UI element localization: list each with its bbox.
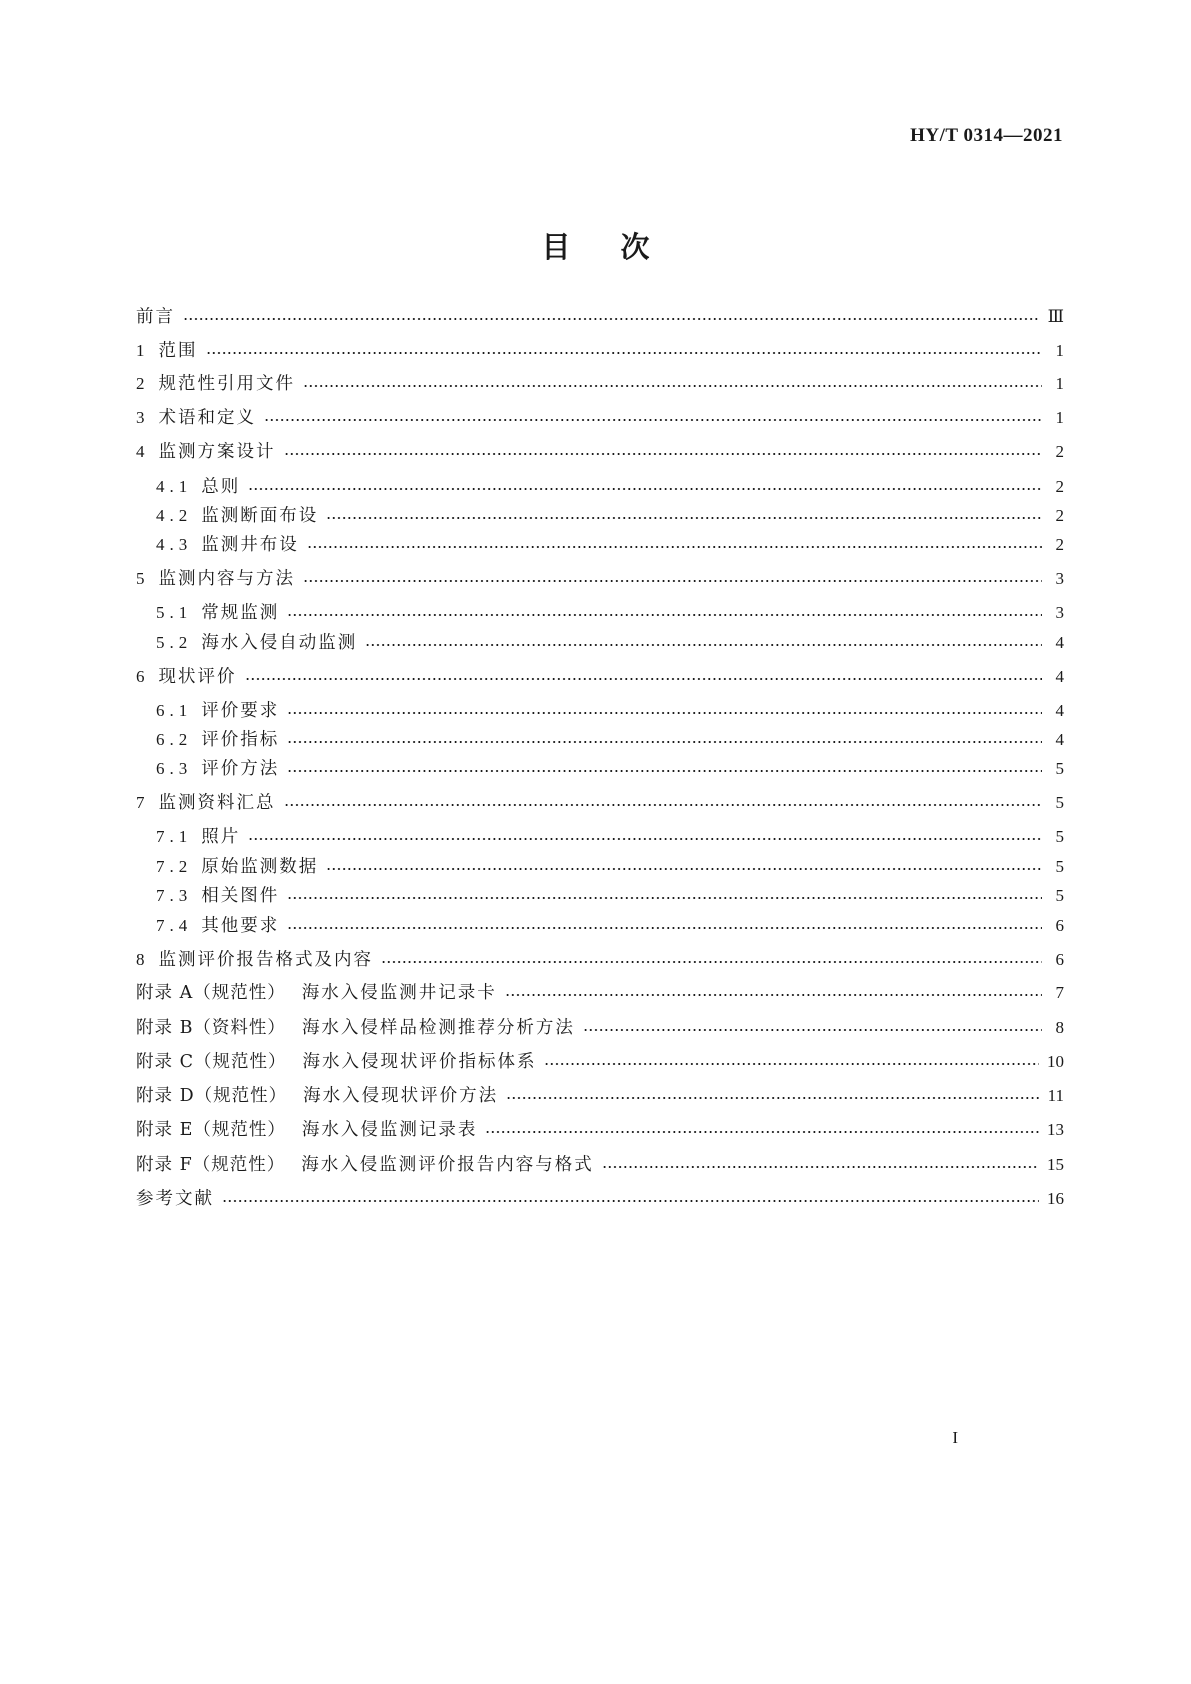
toc-entry-appendix-label: 附录 F（规范性） (136, 1155, 286, 1175)
toc-entry[interactable] (136, 1186, 1064, 1212)
toc-leader-dots (485, 1130, 1039, 1134)
toc-leader-dots (602, 1165, 1039, 1169)
toc-entry-title: 监测方案设计 (158, 442, 276, 462)
toc-entry-title: 评价指标 (201, 730, 280, 750)
toc-entry-title: 海水入侵自动监测 (201, 633, 358, 653)
toc-entry-page: 5 (1055, 827, 1064, 846)
toc-entry[interactable] (136, 790, 1064, 816)
toc-entry[interactable] (156, 532, 1064, 558)
toc-entry-page: 5 (1055, 793, 1064, 812)
toc-entry[interactable] (136, 1015, 1064, 1041)
toc-entry-title: 常规监测 (201, 603, 280, 623)
toc-leader-dots (284, 452, 1043, 456)
toc-entry[interactable] (156, 474, 1064, 500)
toc-entry-page: 15 (1047, 1155, 1064, 1174)
toc-entry-title: 监测资料汇总 (158, 793, 276, 813)
toc-entry[interactable] (136, 338, 1064, 364)
toc-entry[interactable] (156, 698, 1064, 724)
toc-leader-dots (506, 1096, 1040, 1100)
toc-entry-title: 其他要求 (201, 916, 280, 936)
toc-entry-number: 4.3 (156, 535, 193, 554)
toc-entry-number: 6.1 (156, 701, 193, 720)
toc-entry-page: 5 (1055, 857, 1064, 876)
toc-entry[interactable] (136, 371, 1064, 397)
toc-entry-page: 5 (1055, 759, 1064, 778)
toc-entry-number: 3 (136, 408, 150, 427)
toc-entry-number: 5.2 (156, 633, 193, 652)
toc-entry-page: 1 (1055, 408, 1064, 427)
toc-entry-title: 海水入侵监测评价报告内容与格式 (301, 1155, 594, 1175)
toc-leader-dots (326, 867, 1042, 871)
toc-entry-appendix-label: 附录 D（规范性） (136, 1086, 288, 1106)
toc-entry-title: 海水入侵现状评价指标体系 (302, 1052, 537, 1072)
toc-leader-dots (248, 487, 1042, 491)
toc-leader-dots (245, 677, 1043, 681)
toc-entry-page: 1 (1055, 374, 1064, 393)
toc-entry-page: 10 (1047, 1052, 1064, 1071)
toc-entry-title: 范围 (158, 341, 198, 361)
toc-entry-appendix-label: 附录 A（规范性） (136, 983, 286, 1003)
toc-entry-number: 6.2 (156, 730, 193, 749)
standard-code: HY/T 0314—2021 (910, 125, 1063, 146)
toc-entry[interactable] (156, 913, 1064, 939)
toc-entry-page: 6 (1055, 916, 1064, 935)
toc-entry-number: 7.2 (156, 857, 193, 876)
toc-entry[interactable] (136, 304, 1064, 330)
toc-entry-page: 16 (1047, 1189, 1064, 1208)
toc-leader-dots (544, 1062, 1039, 1066)
toc-leader-dots (284, 803, 1043, 807)
toc-entry[interactable] (156, 503, 1064, 529)
toc-entry-title: 前言 (136, 307, 175, 327)
toc-leader-dots (583, 1028, 1042, 1032)
toc-entry-title: 监测断面布设 (201, 506, 319, 526)
toc-entry-number: 7.4 (156, 916, 193, 935)
toc-entry-number: 4.2 (156, 506, 193, 525)
toc-entry-appendix-label: 附录 E（规范性） (136, 1120, 286, 1140)
toc-entry[interactable] (136, 1152, 1064, 1178)
toc-entry-number: 8 (136, 950, 150, 969)
toc-leader-dots (303, 384, 1042, 388)
toc-leader-dots (206, 351, 1043, 355)
toc-entry-title: 术语和定义 (158, 408, 256, 428)
toc-entry-page: 4 (1055, 730, 1064, 749)
toc-entry-appendix-label: 附录 B（资料性） (136, 1018, 286, 1038)
toc-entry-number: 7.3 (156, 886, 193, 905)
toc-entry[interactable] (136, 1083, 1064, 1109)
toc-entry-title: 监测井布设 (201, 535, 299, 555)
toc-entry-page: 1 (1055, 341, 1064, 360)
toc-leader-dots (264, 418, 1042, 422)
toc-entry-title: 海水入侵现状评价方法 (303, 1086, 499, 1106)
toc-entry-page: 2 (1055, 535, 1064, 554)
toc-entry-page: 13 (1047, 1120, 1064, 1139)
toc-entry-title: 评价要求 (201, 701, 280, 721)
toc-entry-page: 11 (1047, 1086, 1064, 1105)
toc-entry[interactable] (136, 566, 1064, 592)
toc-leader-dots (287, 769, 1042, 773)
toc-entry[interactable] (156, 756, 1064, 782)
toc-leader-dots (505, 993, 1042, 997)
toc-leader-dots (222, 1199, 1039, 1203)
toc-entry-title: 原始监测数据 (201, 857, 319, 877)
toc-entry[interactable] (136, 947, 1064, 973)
toc-leader-dots (381, 960, 1042, 964)
toc-entry-title: 海水入侵监测井记录卡 (301, 983, 497, 1003)
toc-leader-dots (248, 837, 1042, 841)
toc-leader-dots (183, 317, 1040, 321)
page-number: I (952, 1428, 958, 1447)
toc-entry[interactable] (136, 1117, 1064, 1143)
toc-entry[interactable] (136, 980, 1064, 1006)
toc-entry-number: 7.1 (156, 827, 193, 846)
toc-entry[interactable] (136, 664, 1064, 690)
toc-leader-dots (287, 711, 1042, 715)
toc-leader-dots (365, 643, 1042, 647)
toc-entry-page: 7 (1055, 983, 1064, 1002)
toc-entry-title: 照片 (201, 827, 241, 847)
toc-entry-page: 4 (1055, 633, 1064, 652)
toc-entry-title: 规范性引用文件 (158, 374, 295, 394)
toc-entry-page: 6 (1055, 950, 1064, 969)
toc-entry-number: 5.1 (156, 603, 193, 622)
toc-leader-dots (303, 579, 1042, 583)
toc-entry-page: 2 (1055, 442, 1064, 461)
toc-entry-page: 2 (1055, 506, 1064, 525)
toc-leader-dots (287, 896, 1042, 900)
toc-entry-page: 2 (1055, 477, 1064, 496)
toc-entry[interactable] (136, 439, 1064, 465)
toc-entry-appendix-label: 附录 C（规范性） (136, 1052, 287, 1072)
toc-entry-number: 5 (136, 569, 150, 588)
toc-entry-title: 海水入侵监测记录表 (301, 1120, 478, 1140)
toc-entry-page: 5 (1055, 886, 1064, 905)
toc-leader-dots (287, 926, 1042, 930)
toc-entry-number: 2 (136, 374, 150, 393)
toc-entry-number: 6 (136, 667, 150, 686)
toc-entry-title: 海水入侵样品检测推荐分析方法 (301, 1018, 575, 1038)
toc-entry-title: 监测内容与方法 (158, 569, 295, 589)
toc-entry-title: 相关图件 (201, 886, 280, 906)
toc-entry[interactable] (156, 727, 1064, 753)
toc-entry-title: 评价方法 (201, 759, 280, 779)
toc-entry[interactable] (136, 1049, 1064, 1075)
toc-entry-number: 4 (136, 442, 150, 461)
toc-entry-page: 4 (1055, 701, 1064, 720)
toc-leader-dots (287, 740, 1042, 744)
toc-entry-number: 6.3 (156, 759, 193, 778)
page-title: 目次 (541, 230, 700, 264)
toc-entry-title: 参考文献 (136, 1189, 214, 1209)
toc-entry-number: 7 (136, 793, 150, 812)
toc-entry[interactable] (156, 854, 1064, 880)
toc-entry-number: 1 (136, 341, 150, 360)
toc-entry-page: 4 (1055, 667, 1064, 686)
toc-entry-page: 8 (1055, 1018, 1064, 1037)
toc-entry[interactable] (136, 405, 1064, 431)
toc-entry-title: 总则 (201, 477, 241, 497)
toc-leader-dots (326, 516, 1042, 520)
toc-leader-dots (287, 613, 1042, 617)
toc-entry-number: 4.1 (156, 477, 193, 496)
toc-entry-title: 监测评价报告格式及内容 (158, 950, 373, 970)
toc-entry-page: Ⅲ (1047, 307, 1064, 326)
toc-entry[interactable] (156, 630, 1064, 656)
toc-entry[interactable] (156, 600, 1064, 626)
toc-leader-dots (307, 545, 1042, 549)
toc-entry-page: 3 (1055, 603, 1064, 622)
toc-entry[interactable] (156, 824, 1064, 850)
toc-entry-page: 3 (1055, 569, 1064, 588)
toc-entry-title: 现状评价 (158, 667, 237, 687)
toc-entry[interactable] (156, 883, 1064, 909)
